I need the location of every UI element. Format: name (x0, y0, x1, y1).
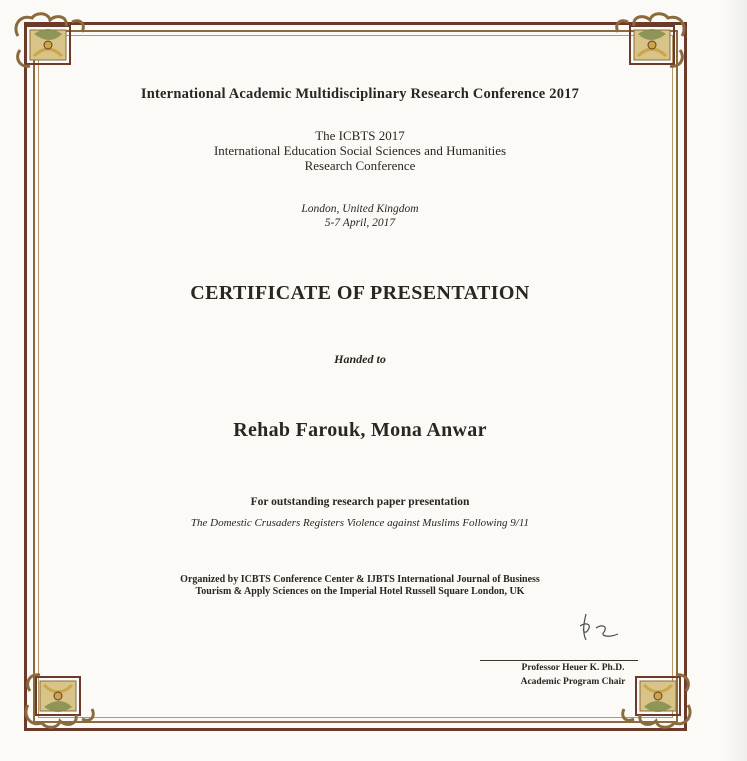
conference-subtitle-line1: The ICBTS 2017 (315, 128, 405, 143)
signature-line (480, 660, 638, 661)
conference-dates: 5-7 April, 2017 (324, 217, 396, 229)
recipient-names: Rehab Farouk, Mona Anwar (233, 419, 487, 441)
signer-name: Professor Heuer K. Ph.D. (521, 663, 625, 673)
conference-subtitle-line3: Research Conference (304, 158, 416, 173)
conference-location: London, United Kingdom (301, 203, 419, 215)
corner-ornament-icon (612, 10, 690, 76)
organizer-line2: Tourism & Apply Sciences on the Imperial Hotel Russell Square London, UK (195, 586, 525, 597)
conference-title: International Academic Multidisciplinary Research Conference 2017 (140, 86, 580, 102)
signer-role: Academic Program Chair (520, 677, 626, 687)
conference-subtitle-line2: International Education Social Sciences and Humanities (213, 143, 507, 158)
corner-ornament-icon (20, 665, 98, 731)
certificate-title: CERTIFICATE OF PRESENTATION (190, 282, 530, 304)
organizer-line1: Organized by ICBTS Conference Center & IJBTS International Journal of Business (180, 574, 540, 585)
signature-icon (578, 610, 624, 644)
paper-title: The Domestic Crusaders Registers Violence against Muslims Following 9/11 (190, 517, 530, 529)
corner-ornament-icon (10, 10, 88, 76)
corner-ornament-icon (618, 665, 696, 731)
scan-edge-shading (723, 0, 747, 761)
award-reason: For outstanding research paper presentation (250, 496, 470, 508)
handed-to-label: Handed to (334, 352, 386, 366)
